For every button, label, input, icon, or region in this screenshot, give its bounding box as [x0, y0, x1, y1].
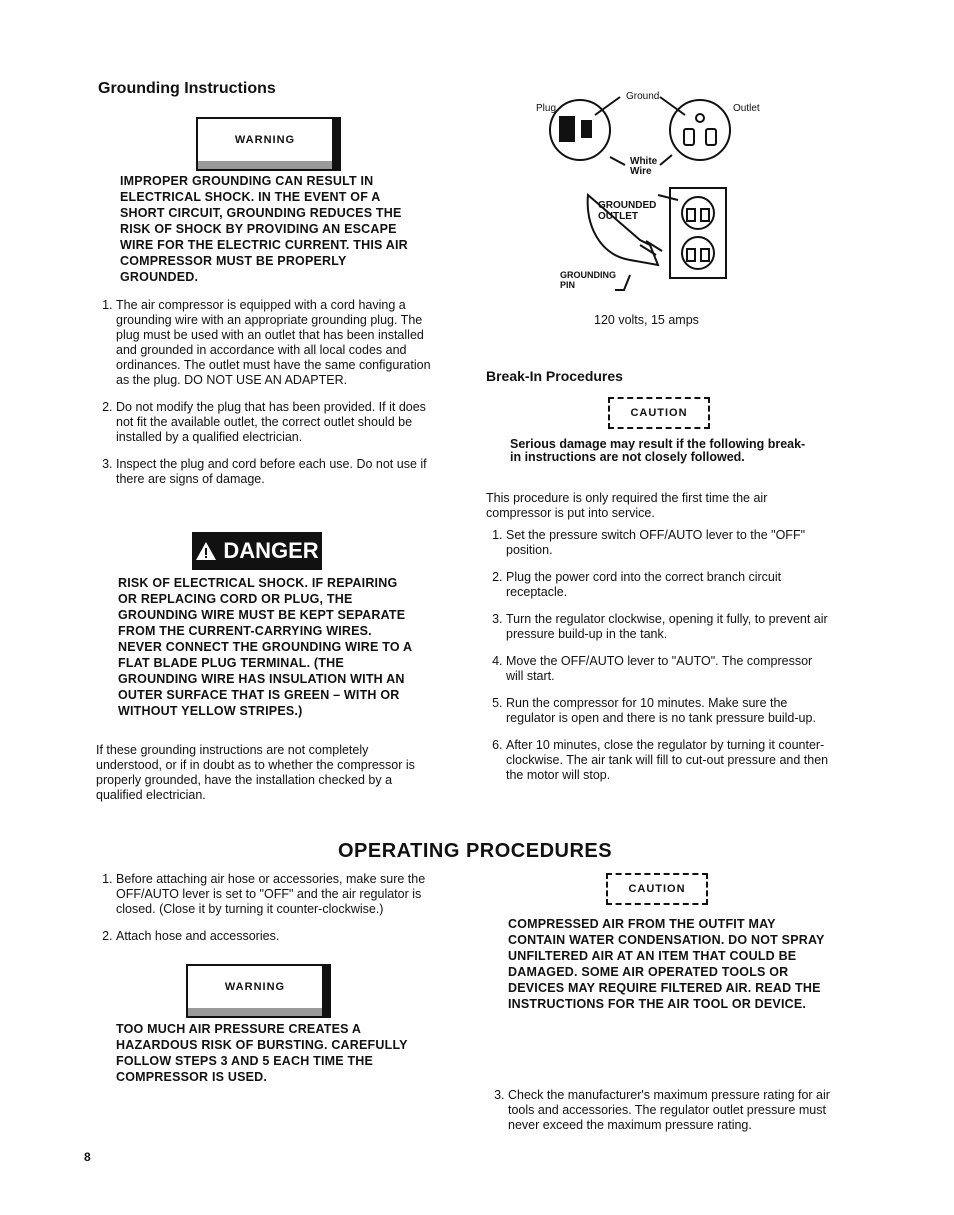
- warning-label: WARNING: [234, 134, 296, 146]
- grounding-figure: [500, 85, 800, 300]
- list-item: 1. Set the pressure switch OFF/AUTO lever to the "OFF" position.: [506, 528, 831, 558]
- white-wire-label: White Wire: [630, 156, 658, 177]
- warning-label-box: [196, 117, 334, 171]
- operating-caution-box: [606, 873, 708, 905]
- outlet-label: Outlet: [733, 103, 760, 114]
- plug-outlet-diagram: [500, 85, 800, 300]
- break-in-list: [486, 528, 831, 795]
- operating-warning-box: [186, 964, 324, 1018]
- operating-left-list: [96, 872, 436, 956]
- break-in-intro: This procedure is only required the first time the air compressor is put into service.: [486, 491, 768, 520]
- break-in-heading: Break-In Procedures: [486, 368, 623, 384]
- grounded-outlet-label: GROUNDED OUTLET: [598, 200, 657, 222]
- operating-caution-text: COMPRESSED AIR FROM THE OUTFIT MAY CONTAIN WATER CONDENSATION. DO NOT SPRAY UNFILTERED AIR AT AN ITEM THAT COULD BE DAMAGED. SOME AIR OPERATED TOOLS OR DEVICES MAY REQUIRE FILTERED AIR. READ THE INSTRUCTIONS FOR THE AIR TOOL OR DEVICE.: [508, 917, 825, 1011]
- warning-triangle-icon: [195, 541, 217, 561]
- caution-label-box: [608, 397, 710, 429]
- danger-label: DANGER: [223, 538, 319, 563]
- caution-label: CAUTION: [628, 883, 686, 895]
- list-item: 2. Do not modify the plug that has been provided. If it does not fit the available outlet, the correct outlet should be installed by a qualified electrician.: [116, 400, 436, 445]
- caution-label: CAUTION: [630, 407, 688, 419]
- list-item: 5. Run the compressor for 10 minutes. Make sure the regulator is open and there is no tank pressure build-up.: [506, 696, 831, 726]
- list-item: 3. Check the manufacturer's maximum pressure rating for air tools and accessories. The regulator outlet pressure must never exceed the maximum pressure rating.: [508, 1088, 830, 1133]
- list-item: 6. After 10 minutes, close the regulator by turning it counter-clockwise. The air tank will fill to cut-out pressure and then the motor will stop.: [506, 738, 831, 783]
- danger-text: RISK OF ELECTRICAL SHOCK. IF REPAIRING OR REPLACING CORD OR PLUG, THE GROUNDING WIRE MUST BE KEPT SEPARATE FROM THE CURRENT-CARRYING WIRES. NEVER CONNECT THE GROUNDING WIRE TO A FLAT BLADE PLUG TERMINAL. (THE GROUNDING WIRE HAS INSULATION WITH AN OUTER SURFACE THAT IS GREEN – WITH OR WITHOUT YELLOW STRIPES.): [118, 576, 412, 718]
- grounding-warning-text: IMPROPER GROUNDING CAN RESULT IN ELECTRICAL SHOCK. IN THE EVENT OF A SHORT CIRCUIT, GROUNDING REDUCES THE RISK OF SHOCK BY PROVIDING AN ESCAPE WIRE FOR THE ELECTRIC CURRENT. THIS AIR COMPRESSOR MUST BE PROPERLY GROUNDED.: [120, 174, 408, 284]
- list-item: 4. Move the OFF/AUTO lever to "AUTO". The compressor will start.: [506, 654, 831, 684]
- plug-label: Plug: [536, 103, 557, 114]
- grounding-heading: Grounding Instructions: [98, 80, 276, 97]
- list-item: 2. Attach hose and accessories.: [116, 929, 436, 944]
- list-item: 1. Before attaching air hose or accessories, make sure the OFF/AUTO lever is set to "OFF" and the air regulator is closed. (Close it by turning it counter-clockwise.): [116, 872, 436, 917]
- operating-heading: OPERATING PROCEDURES: [338, 840, 613, 862]
- ground-label: Ground: [626, 91, 660, 102]
- operating-warning-text: TOO MUCH AIR PRESSURE CREATES A HAZARDOUS RISK OF BURSTING. CAREFULLY FOLLOW STEPS 3 AND 5 EACH TIME THE COMPRESSOR IS USED.: [116, 1022, 408, 1084]
- danger-badge: [192, 532, 322, 570]
- warning-label: WARNING: [224, 981, 286, 993]
- list-item: 1. The air compressor is equipped with a cord having a grounding wire with an appropriate grounding plug. The plug must be used with an outlet that has been installed and grounded in accordance with all local codes and ordinances. The outlet must have the same configuration as the plug. DO NOT USE AN ADAPTER.: [116, 298, 436, 388]
- break-in-caution-text: Serious damage may result if the following break-in instructions are not closely followed.: [510, 437, 806, 464]
- page-number: 8: [84, 1150, 91, 1164]
- grounding-closing-text: If these grounding instructions are not completely understood, or if in doubt as to whether the compressor is properly grounded, have the installation checked by a qualified electrician.: [96, 743, 415, 802]
- grounding-pin-label: GROUNDING PIN: [560, 270, 616, 290]
- grounding-list: [96, 298, 436, 499]
- figure-caption: 120 volts, 15 amps: [594, 313, 699, 327]
- list-item: 3. Turn the regulator clockwise, opening it fully, to prevent air pressure build-up in the tank.: [506, 612, 831, 642]
- list-item: 2. Plug the power cord into the correct branch circuit receptacle.: [506, 570, 831, 600]
- operating-right-list: [488, 1088, 830, 1145]
- list-item: 3. Inspect the plug and cord before each use. Do not use if there are signs of damage.: [116, 457, 436, 487]
